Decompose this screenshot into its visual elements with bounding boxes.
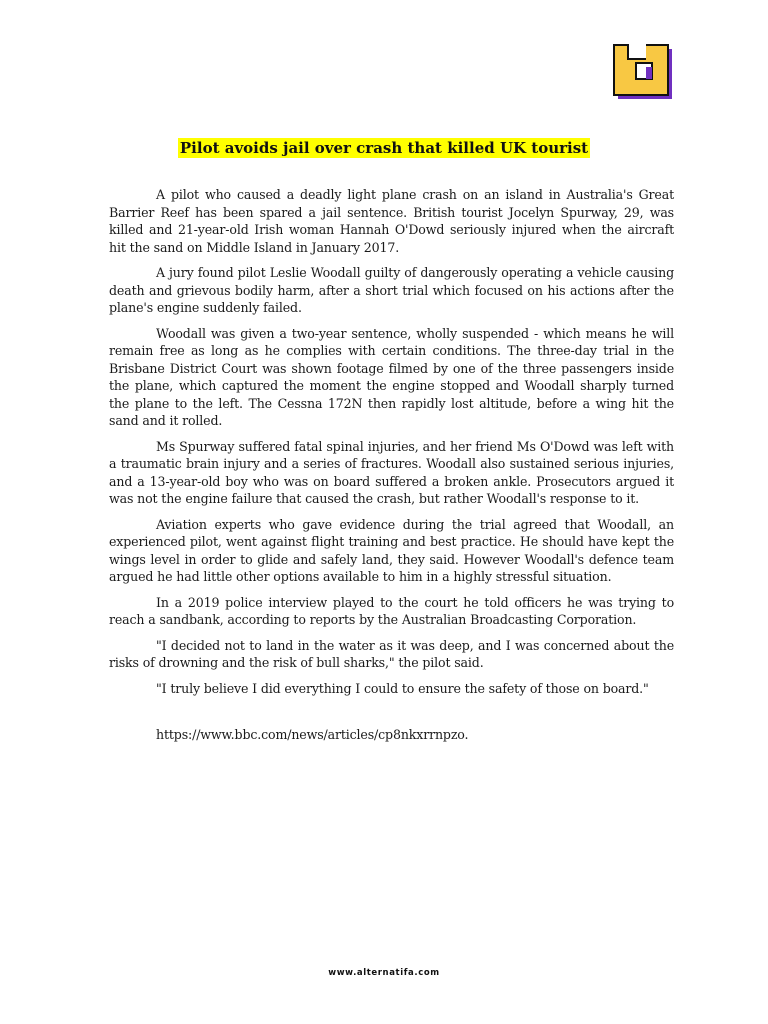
article-paragraph: In a 2019 police interview played to the court he told officers he was trying to reach a sandbank, according to reports by the Australian Broadcasting Corporation.	[109, 594, 674, 627]
title-container	[0, 138, 768, 158]
source-url: https://www.bbc.com/news/articles/cp8nkxrrnpzo.	[156, 727, 469, 742]
article-paragraph: A jury found pilot Leslie Woodall guilty of dangerously operating a vehicle causing death and grievous bodily harm, after a short trial which focused on his actions after the plane's engine suddenly failed.	[109, 265, 674, 315]
footer-website: www.alternatifa.com	[328, 968, 440, 978]
article-paragraph: Ms Spurway suffered fatal spinal injuries, and her friend Ms O'Dowd was left with a traumatic brain injury and a series of fractures. Woodall also sustained serious injuries, and a 13-year-old boy who was on board suffered a broken ankle. Prosecutors argued it was not the engine failure that caused the crash, but rather Woodall's response to it.	[109, 438, 674, 506]
article-paragraph: "I truly believe I did everything I could to ensure the safety of those on board."	[156, 680, 649, 696]
article-paragraph: Woodall was given a two-year sentence, wholly suspended - which means he will remain free as long as he complies with certain conditions. The three-day trial in the Brisbane District Court was shown footage filmed by one of the three passengers inside the plane, which captured the moment the engine stopped and Woodall sharply turned the plane to the left. The Cessna 172N then rapidly lost altitude, before a wing hit the sand and it rolled.	[109, 325, 674, 428]
article-paragraph: A pilot who caused a deadly light plane crash on an island in Australia's Great Barrier Reef has been spared a jail sentence. British tourist Jocelyn Spurway, 29, was killed and 21-year-old Irish woman Hannah O'Dowd seriously injured when the aircraft hit the sand on Middle Island in January 2017.	[109, 187, 674, 255]
article-title: Pilot avoids jail over crash that killed UK tourist	[179, 139, 589, 157]
brand-logo-icon	[612, 43, 674, 101]
article-body	[109, 186, 674, 705]
article-paragraph: Aviation experts who gave evidence during the trial agreed that Woodall, an experienced pilot, went against flight training and best practice. He should have kept the wings level in order to glide and safely land, they said. However Woodall's defence team argued he had little other options available to him in a highly stressful situation.	[109, 516, 674, 584]
article-paragraph: "I decided not to land in the water as it was deep, and I was concerned about the risks of drowning and the risk of bull sharks," the pilot said.	[109, 637, 674, 670]
